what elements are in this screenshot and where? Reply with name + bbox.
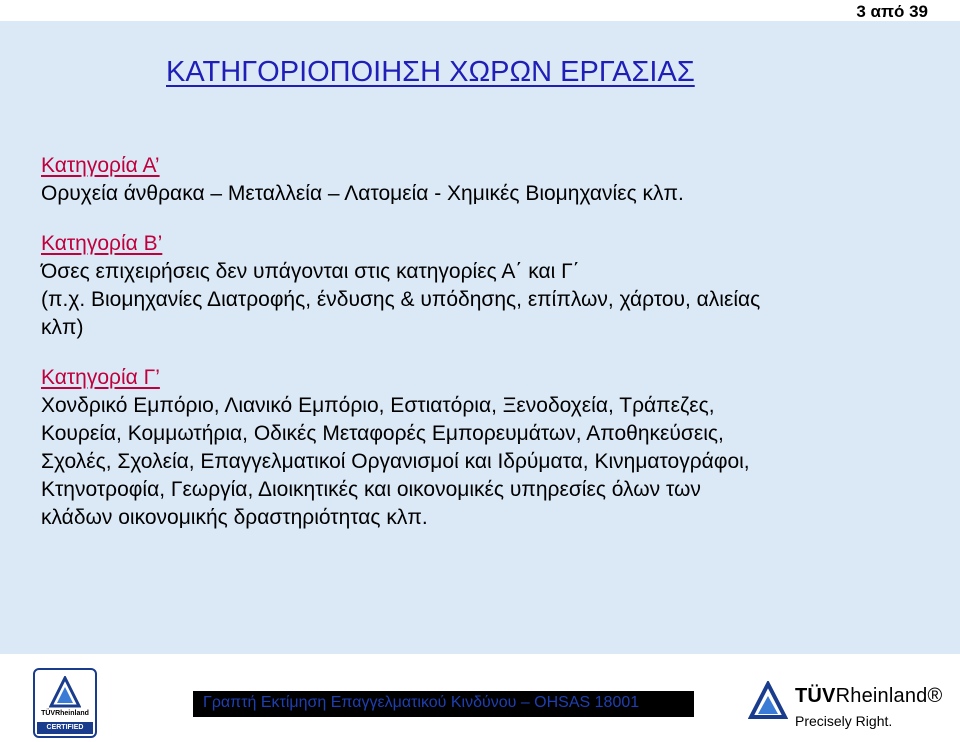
- category-line: Ορυχεία άνθρακα – Μεταλλεία – Λατομεία - Χημικές Βιομηχανίες κλπ.: [41, 182, 684, 205]
- category-line: Κουρεία, Κομμωτήρια, Οδικές Μεταφορές Εμπορευμάτων, Αποθηκεύσεις,: [41, 422, 724, 445]
- category-line: (π.χ. Βιομηχανίες Διατροφής, ένδυσης & υπόδησης, επίπλων, χάρτου, αλιείας: [41, 288, 761, 311]
- category-a: [41, 152, 941, 208]
- slide-content: [41, 152, 941, 532]
- logo-name: [795, 685, 942, 708]
- logo-name-rest: Rheinland®: [835, 685, 943, 707]
- badge-certified-label: CERTIFIED: [37, 722, 93, 734]
- logo-tagline: Precisely Right.: [795, 713, 893, 729]
- category-heading: Κατηγορία Γ’: [41, 366, 160, 389]
- logo-name-bold: TÜV: [795, 685, 836, 707]
- slide-title: ΚΑΤΗΓΟΡΙΟΠΟΙΗΣΗ ΧΩΡΩΝ ΕΡΓΑΣΙΑΣ: [166, 56, 695, 88]
- category-line: Σχολές, Σχολεία, Επαγγελματικοί Οργανισμοί και Ιδρύματα, Κινηματογράφοι,: [41, 450, 750, 473]
- certification-badge: [33, 668, 97, 738]
- category-b: [41, 230, 941, 342]
- category-line: Χονδρικό Εμπόριο, Λιανικό Εμπόριο, Εστιατόρια, Ξενοδοχεία, Τράπεζες,: [41, 394, 715, 417]
- tuv-triangle-icon: [49, 676, 81, 708]
- category-line: κλπ): [41, 316, 84, 339]
- page-number: 3 από 39: [856, 2, 928, 21]
- footer-banner-text: Γραπτή Εκτίμηση Επαγγελματικού Κινδύνου – OHSAS 18001: [203, 694, 640, 711]
- category-c: [41, 364, 941, 532]
- category-line: κλάδων οικονομικής δραστηριότητας κλπ.: [41, 506, 428, 529]
- badge-brand: TÜVRheinland: [41, 710, 89, 717]
- tuv-logo-icon: [748, 681, 788, 721]
- tuv-rheinland-logo: [748, 681, 948, 733]
- footer-banner: [193, 691, 694, 717]
- category-line: Όσες επιχειρήσεις δεν υπάγονται στις κατηγορίες Α΄ και Γ΄: [41, 260, 580, 283]
- category-line: Κτηνοτροφία, Γεωργία, Διοικητικές και οικονομικές υπηρεσίες όλων των: [41, 478, 701, 501]
- category-heading: Κατηγορία Α’: [41, 154, 160, 177]
- category-heading: Κατηγορία Β’: [41, 232, 163, 255]
